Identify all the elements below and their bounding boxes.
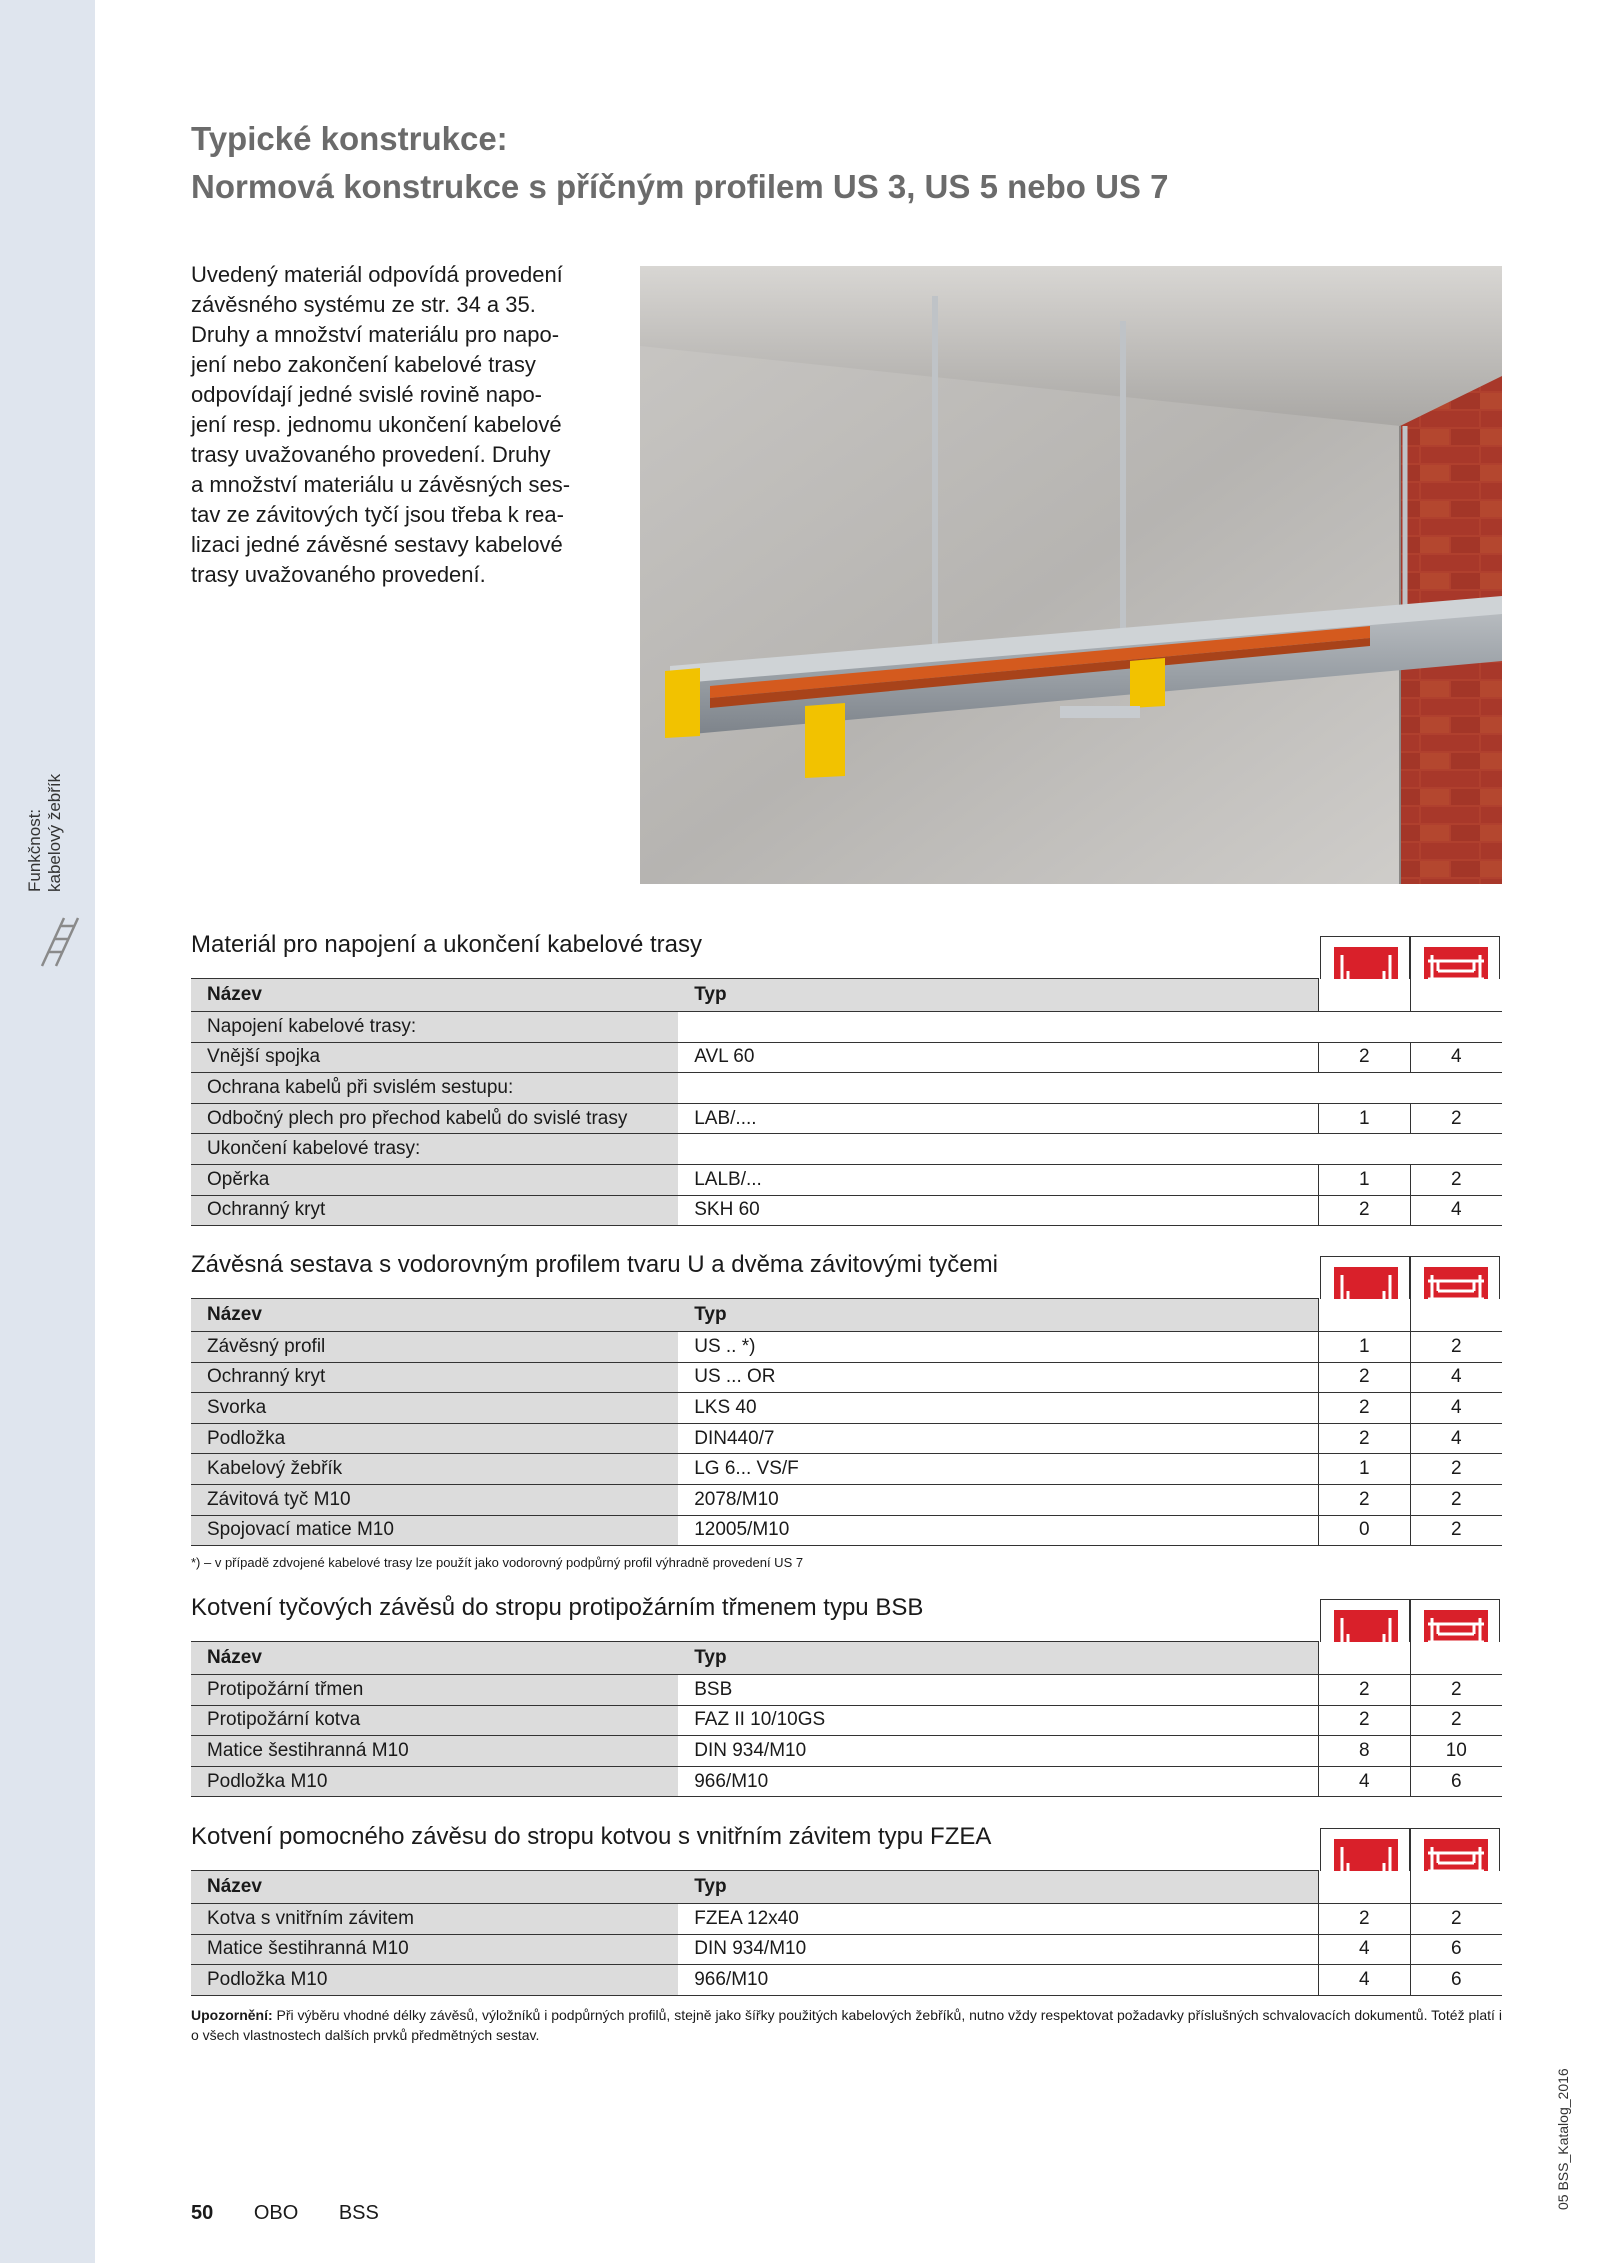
cell-qty2: 4 [1410,1195,1502,1226]
column-header-name: Název [191,1642,678,1675]
intro-line: jení resp. jednomu ukončení kabelové [191,412,562,437]
column-header-type: Typ [678,1642,1318,1675]
cell-type: 12005/M10 [678,1515,1318,1546]
cell-qty2: 2 [1410,1332,1502,1363]
cell-qty2: 10 [1410,1736,1502,1767]
catalog-reference [1555,1970,1581,2210]
cell-name: Ochranný kryt [191,1195,678,1226]
column-header-qty2 [1410,1299,1502,1332]
cell-qty2: 6 [1410,1766,1502,1797]
cell-qty2: 6 [1410,1934,1502,1965]
cell-qty1 [1319,1012,1410,1043]
intro-line: odpovídají jedné svislé rovině napo- [191,382,543,407]
cell-qty2: 4 [1410,1423,1502,1454]
cell-name: Ochranný kryt [191,1362,678,1393]
cell-type [678,1134,1318,1165]
cell-qty1: 2 [1319,1705,1410,1736]
table-header-row [191,1642,1502,1675]
cell-qty2: 2 [1410,1675,1502,1706]
cell-name: Podložka [191,1423,678,1454]
table-row [191,1904,1502,1935]
table-group-row [191,1134,1502,1165]
cell-type: BSB [678,1675,1318,1706]
cell-qty1: 2 [1319,1675,1410,1706]
table-row [191,1705,1502,1736]
cell-type: US ... OR [678,1362,1318,1393]
table-row [191,1423,1502,1454]
page-title [191,115,1168,211]
table-row [191,1736,1502,1767]
catalog-reference-text: 05 BSS_Katalog_2016 [1555,2068,1571,2210]
intro-line: lizaci jedné závěsné sestavy kabelové [191,532,563,557]
table-row [191,1515,1502,1546]
cell-name: Napojení kabelové trasy: [191,1012,678,1043]
cell-qty1: 2 [1319,1423,1410,1454]
cell-qty1: 8 [1319,1736,1410,1767]
cell-qty1: 2 [1319,1484,1410,1515]
cell-name: Podložka M10 [191,1766,678,1797]
cell-name: Svorka [191,1393,678,1424]
cell-qty2 [1410,1134,1502,1165]
cell-name: Opěrka [191,1164,678,1195]
table-row [191,1042,1502,1073]
cell-type: DIN440/7 [678,1423,1318,1454]
cell-name: Odbočný plech pro přechod kabelů do svislé trasy [191,1103,678,1134]
cell-qty1: 4 [1319,1934,1410,1965]
cell-name: Spojovací matice M10 [191,1515,678,1546]
cell-type: 2078/M10 [678,1484,1318,1515]
ladder-logo-icon [38,912,86,970]
column-header-qty1 [1319,1871,1410,1904]
cell-qty2: 4 [1410,1393,1502,1424]
sidebar-label-line2: kabelový žebřík [45,773,64,892]
table-row [191,1934,1502,1965]
cell-qty1: 1 [1319,1103,1410,1134]
cell-qty1: 4 [1319,1766,1410,1797]
cell-name: Ukončení kabelové trasy: [191,1134,678,1165]
column-header-name: Název [191,1871,678,1904]
cell-name: Vnější spojka [191,1042,678,1073]
cell-qty1: 2 [1319,1042,1410,1073]
cell-type [678,1073,1318,1104]
table-row [191,1332,1502,1363]
cell-qty2: 2 [1410,1705,1502,1736]
cell-qty1: 2 [1319,1393,1410,1424]
cell-qty2: 2 [1410,1164,1502,1195]
column-header-qty1 [1319,1642,1410,1675]
page-footer [191,2202,414,2225]
table-row [191,1362,1502,1393]
cell-type: US .. *) [678,1332,1318,1363]
table-header-row [191,1299,1502,1332]
table-row [191,1675,1502,1706]
column-header-qty2 [1410,1642,1502,1675]
table-row [191,1103,1502,1134]
cell-name: Matice šestihranná M10 [191,1934,678,1965]
cell-type: LKS 40 [678,1393,1318,1424]
cell-name: Protipožární třmen [191,1675,678,1706]
cell-type: 966/M10 [678,1965,1318,1996]
cell-type: DIN 934/M10 [678,1934,1318,1965]
cell-qty1: 2 [1319,1904,1410,1935]
footer-brand: OBO [253,2202,299,2224]
cell-qty1: 1 [1319,1332,1410,1363]
cell-qty2 [1410,1012,1502,1043]
column-header-type: Typ [678,979,1318,1012]
intro-line: a množství materiálu u závěsných ses- [191,472,571,497]
column-header-qty2 [1410,979,1502,1012]
table-row [191,1393,1502,1424]
cell-type: AVL 60 [678,1042,1318,1073]
table-title: Kotvení tyčových závěsů do stropu protipožárním třmenem typu BSB [191,1594,924,1621]
table-group-row [191,1073,1502,1104]
table-row [191,1164,1502,1195]
column-header-type: Typ [678,1871,1318,1904]
cell-qty1: 0 [1319,1515,1410,1546]
column-header-qty1 [1319,979,1410,1012]
table-row [191,1965,1502,1996]
cell-qty2 [1410,1073,1502,1104]
cell-qty1: 2 [1319,1195,1410,1226]
warning-text: Při výběru vhodné délky závěsů, výložníků i podpůrných profilů, stejně jako šířky použitých kabelových žebříků, nutno vždy respektovat požadavky příslušných schvalovacích dokumentů. Totéž platí i o všech vlastnostech dalších prvků předmětných sestav. [191,2007,1502,2043]
cell-name: Ochrana kabelů při svislém sestupu: [191,1073,678,1104]
page-title-line2: Normová konstrukce s příčným profilem US 3, US 5 nebo US 7 [191,168,1169,205]
table-row [191,1454,1502,1485]
cell-type: LG 6... VS/F [678,1454,1318,1485]
installation-photo [640,266,1502,884]
footer-product: BSS [338,2202,379,2224]
intro-line: trasy uvažovaného provedení. [191,562,486,587]
table-header-row [191,1871,1502,1904]
cell-type: SKH 60 [678,1195,1318,1226]
cell-qty1: 4 [1319,1965,1410,1996]
table-header-row [191,979,1502,1012]
cell-type: FZEA 12x40 [678,1904,1318,1935]
column-header-type: Typ [678,1299,1318,1332]
cell-name: Protipožární kotva [191,1705,678,1736]
cell-qty1 [1319,1134,1410,1165]
cell-qty2: 4 [1410,1042,1502,1073]
material-table [191,1641,1502,1797]
column-header-qty2 [1410,1871,1502,1904]
warning-label: Upozornění: [191,2007,273,2023]
intro-line: Druhy a množství materiálu pro napo- [191,322,560,347]
cell-qty1 [1319,1073,1410,1104]
cell-qty2: 2 [1410,1484,1502,1515]
cell-type: LAB/.... [678,1103,1318,1134]
sidebar-label [25,742,73,892]
cell-qty1: 1 [1319,1454,1410,1485]
intro-line: tav ze závitových tyčí jsou třeba k rea- [191,502,564,527]
sidebar-label-line1: Funkčnost: [25,808,44,892]
column-header-name: Název [191,1299,678,1332]
material-table [191,1870,1502,1996]
cell-qty2: 2 [1410,1454,1502,1485]
cell-qty2: 6 [1410,1965,1502,1996]
table-row [191,1484,1502,1515]
cell-qty2: 2 [1410,1103,1502,1134]
footnote: *) – v případě zdvojené kabelové trasy lze použít jako vodorovný podpůrný profil výhradně provedení US 7 [191,1555,804,1570]
intro-line: trasy uvažovaného provedení. Druhy [191,442,551,467]
cell-type [678,1012,1318,1043]
cell-type: FAZ II 10/10GS [678,1705,1318,1736]
cell-qty2: 2 [1410,1515,1502,1546]
page-number: 50 [191,2202,214,2224]
cell-qty2: 4 [1410,1362,1502,1393]
table-title: Kotvení pomocného závěsu do stropu kotvou s vnitřním závitem typu FZEA [191,1823,992,1850]
page-title-line1: Typické konstrukce: [191,120,508,157]
intro-line: Uvedený materiál odpovídá provedení [191,262,563,287]
warning-note [191,2005,1511,2045]
cell-type: 966/M10 [678,1766,1318,1797]
cell-name: Matice šestihranná M10 [191,1736,678,1767]
intro-text [191,260,603,590]
cell-type: LALB/... [678,1164,1318,1195]
table-group-row [191,1012,1502,1043]
cell-name: Podložka M10 [191,1965,678,1996]
table-title: Materiál pro napojení a ukončení kabelové trasy [191,931,702,958]
cell-name: Závěsný profil [191,1332,678,1363]
intro-line: jení nebo zakončení kabelové trasy [191,352,536,377]
column-header-qty1 [1319,1299,1410,1332]
cell-name: Kotva s vnitřním závitem [191,1904,678,1935]
cell-type: DIN 934/M10 [678,1736,1318,1767]
column-header-name: Název [191,979,678,1012]
table-title: Závěsná sestava s vodorovným profilem tvaru U a dvěma závitovými tyčemi [191,1251,998,1278]
table-row [191,1195,1502,1226]
cell-name: Kabelový žebřík [191,1454,678,1485]
material-table [191,978,1502,1226]
cell-qty1: 2 [1319,1362,1410,1393]
intro-line: závěsného systému ze str. 34 a 35. [191,292,536,317]
cell-name: Závitová tyč M10 [191,1484,678,1515]
material-table [191,1298,1502,1546]
cell-qty1: 1 [1319,1164,1410,1195]
cell-qty2: 2 [1410,1904,1502,1935]
table-row [191,1766,1502,1797]
sidebar-strip [0,0,95,2263]
